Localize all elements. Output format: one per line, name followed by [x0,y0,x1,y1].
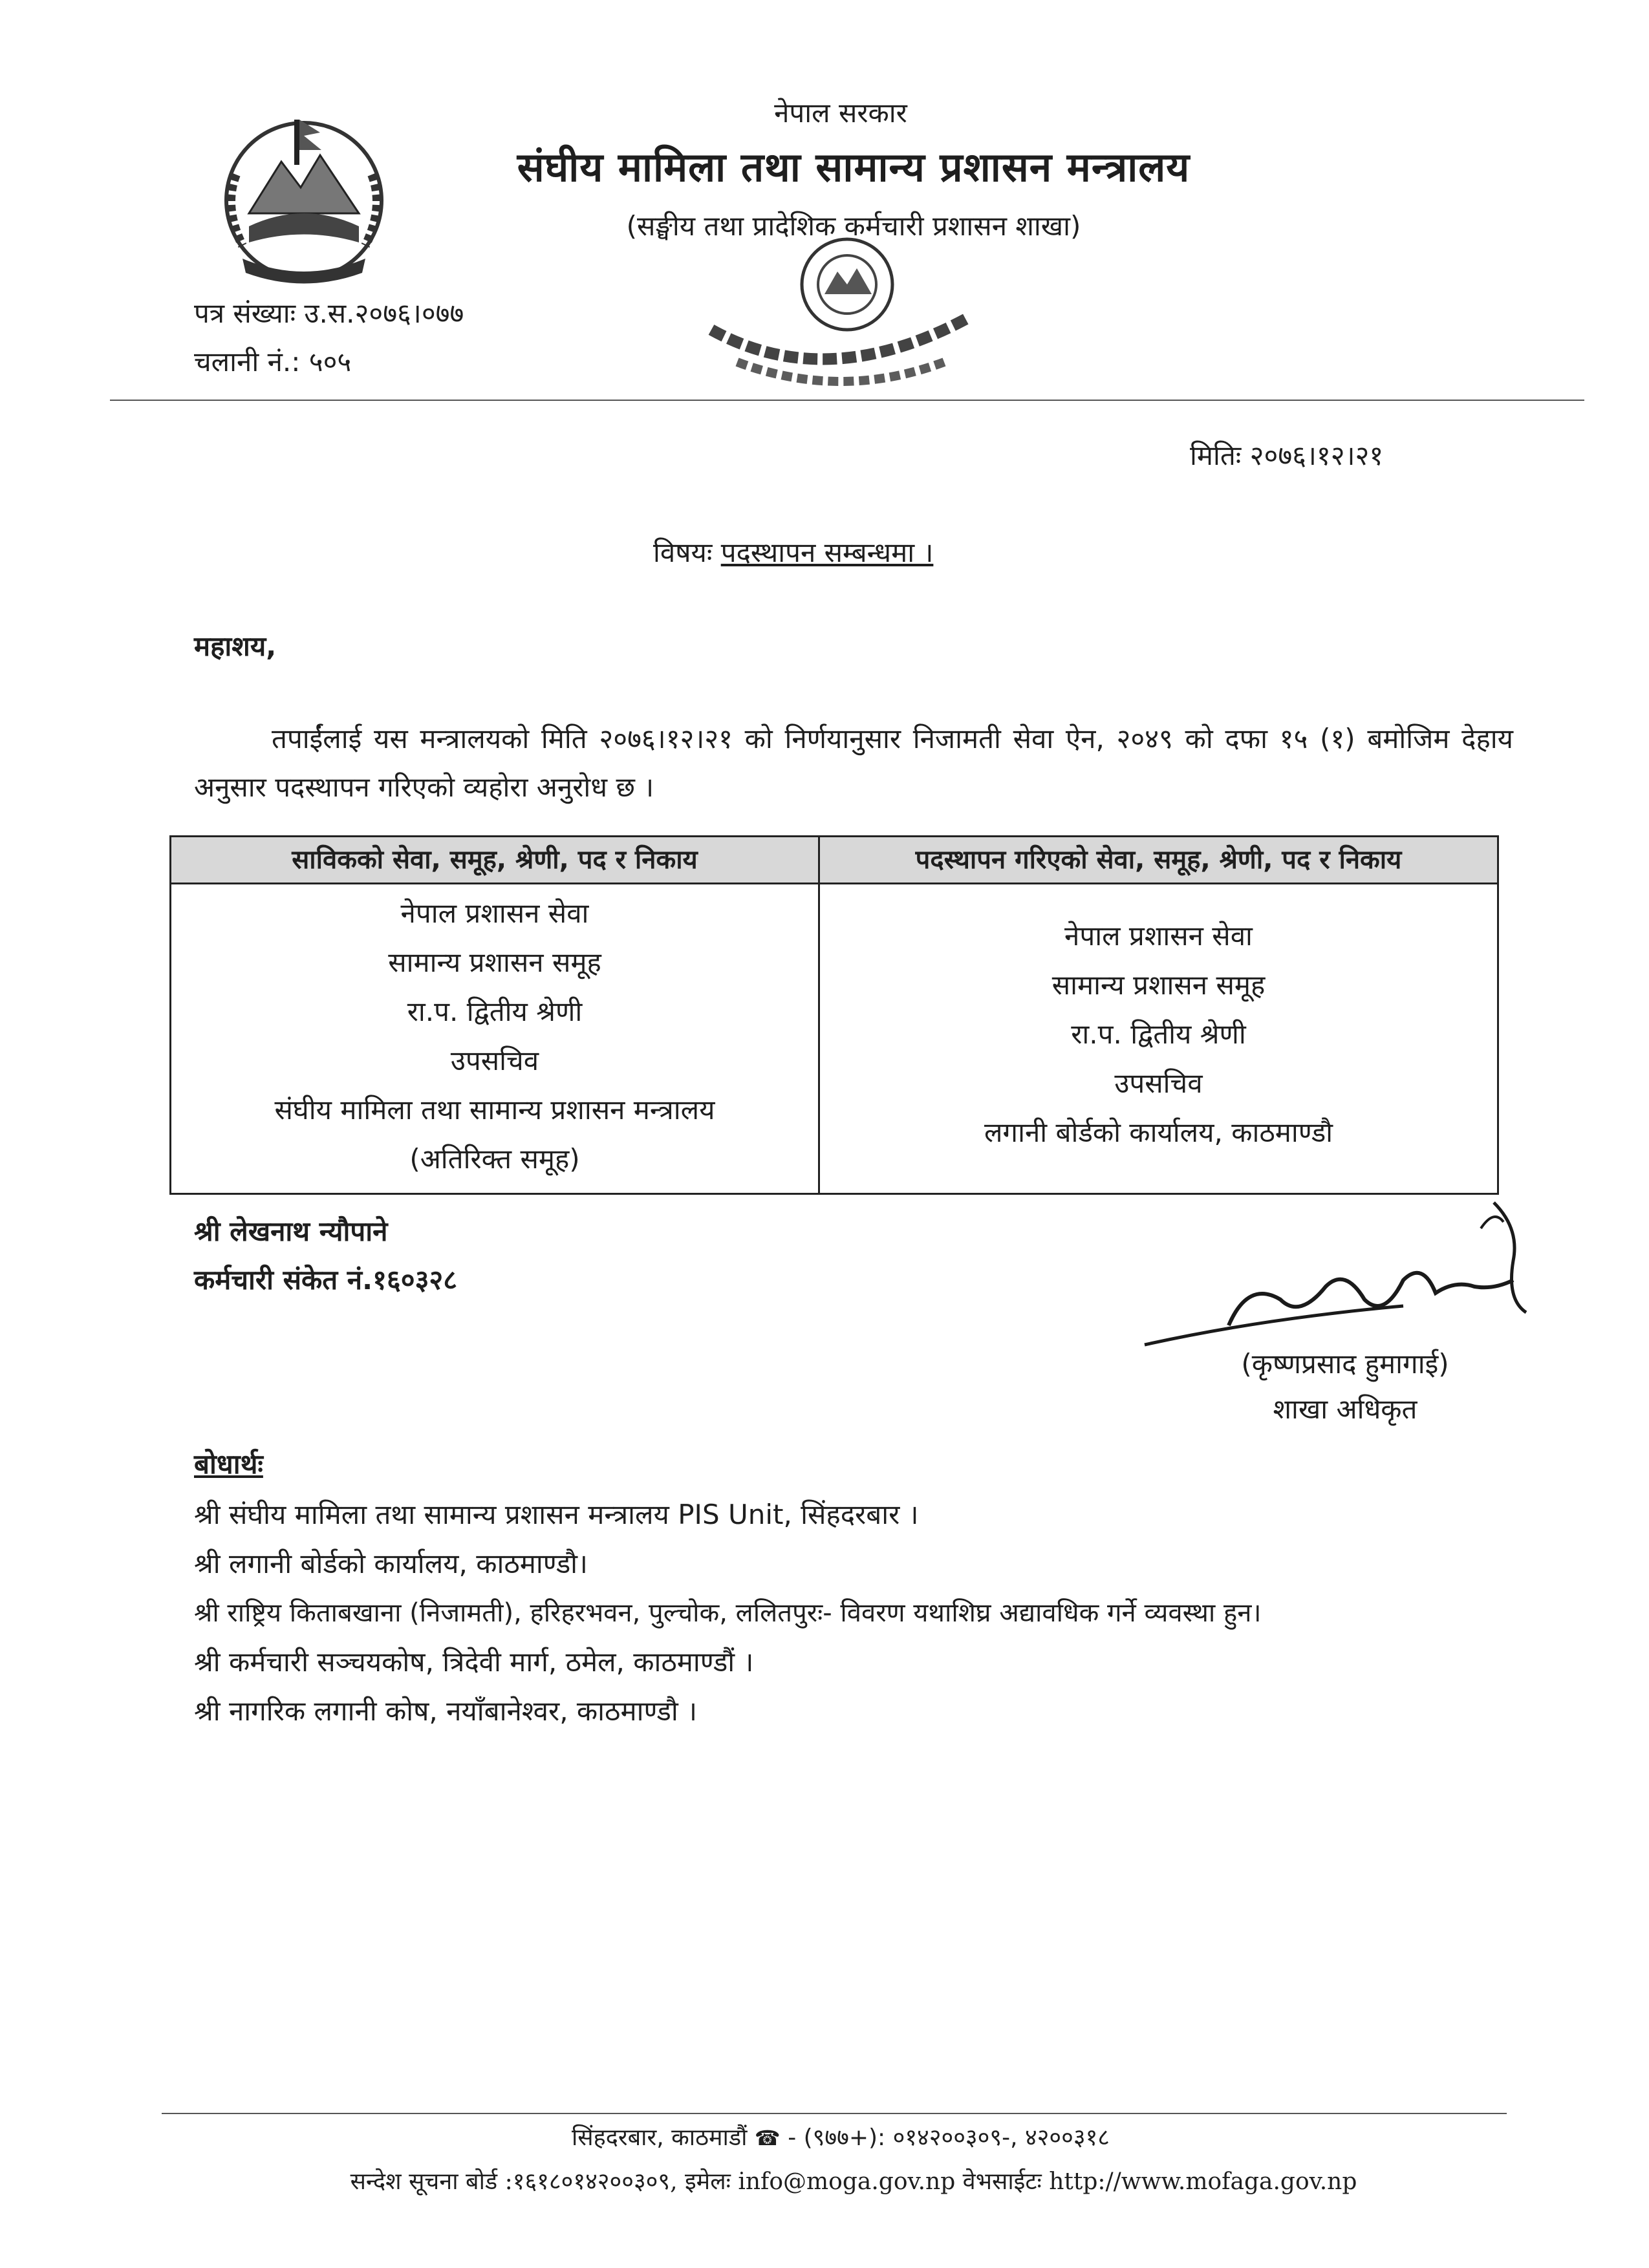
letter-date: मितिः २०७६।१२।२१ [1190,440,1384,471]
table-cell-line: लगानी बोर्डको कार्यालय, काठमाण्डौ [984,1117,1333,1148]
list-item: श्री राष्ट्रिय किताबखाना (निजामती), हरिहरभवन, पुल्चोक, ललितपुरः- विवरण यथाशिघ्र अद्यावधिक गर्ने व्यवस्था हुन। [194,1598,1262,1628]
new-posting-cell [820,912,1497,1157]
letter-body: तपाईंलाई यस मन्त्रालयको मिति २०७६।१२।२१ को निर्णयानुसार निजामती सेवा ऐन, २०४९ को दफा १५ (१) बमोजिम देहाय अनुसार पदस्थापन गरिएको व्यहोरा अनुरोध छ । [194,723,1513,803]
list-item: श्री संघीय मामिला तथा सामान्य प्रशासन मन्त्रालय PIS Unit, सिंहदरबार । [194,1499,919,1530]
table-cell-line: सामान्य प्रशासन समूह [388,947,601,978]
branch-subtitle: (सङ्घीय तथा प्रादेशिक कर्मचारी प्रशासन शाखा) [626,210,1081,242]
table-cell-line: नेपाल प्रशासन सेवा [1064,920,1253,952]
footer-contact: सन्देश सूचना बोर्ड :१६१८०१४२००३०९, इमेलः info@moga.gov.np वेभसाईटः http://www.mofaga.gov.np [350,2168,1357,2195]
dispatch-number: चलानी नं.: ५०५ [194,346,352,378]
footer-divider [162,2113,1507,2114]
cc-heading: बोधार्थः [194,1448,263,1480]
table-cell-line: उपसचिव [1114,1067,1203,1099]
table-cell-line: रा.प. द्वितीय श्रेणी [1071,1018,1246,1050]
government-heading: नेपाल सरकार [774,97,907,129]
list-item: श्री कर्मचारी सञ्चयकोष, त्रिदेवी मार्ग, ठमेल, काठमाण्डौं । [194,1646,754,1678]
previous-posting-cell [171,889,818,1184]
subject-label: विषयः [653,537,713,568]
list-item: श्री नागरिक लगानी कोष, नयाँबानेश्वर, काठमाण्डौ । [194,1695,698,1727]
signatory-name: (कृष्णप्रसाद हुमागाई) [1241,1348,1449,1380]
footer-location: सिंहदरबार, काठमाडौं [571,2124,748,2151]
signatory-title: शाखा अधिकृत [1273,1393,1417,1425]
cc-list [194,1490,1262,1736]
salutation: महाशय, [194,630,277,662]
ministry-title: संघीय मामिला तथा सामान्य प्रशासन मन्त्रालय [517,144,1191,191]
subject-line [653,533,933,570]
footer-phone: - (९७७+): ०१४२००३०९-, ४२००३१८ [788,2124,1110,2151]
table-cell-line: (अतिरिक्त समूह) [409,1143,580,1175]
recipient-name: श्री लेखनाथ न्यौपाने [194,1215,388,1247]
table-cell-line: रा.प. द्वितीय श्रेणी [407,996,583,1027]
nepal-emblem-logo [197,103,411,297]
phone-icon: ☎ [754,2126,781,2150]
list-item: श्री लगानी बोर्डको कार्यालय, काठमाण्डौ। [194,1548,588,1579]
letter-number: पत्र संख्याः उ.स.२०७६।०७७ [194,297,464,329]
table-header-new: पदस्थापन गरिएको सेवा, समूह, श्रेणी, पद र निकाय [820,837,1497,884]
table-cell-line: उपसचिव [450,1045,539,1076]
subject-text: पदस्थापन सम्बन्धमा । [720,537,934,568]
table-header-previous: साविकको सेवा, समूह, श्रेणी, पद र निकाय [171,837,818,884]
table-cell-line: सामान्य प्रशासन समूह [1051,969,1266,1001]
posting-table [169,835,1499,1195]
table-cell-line: संघीय मामिला तथा सामान्य प्रशासन मन्त्रालय [274,1094,715,1126]
header-divider [110,400,1584,401]
employee-code: कर्मचारी संकेत नं.१६०३२८ [194,1264,458,1296]
official-seal-stamp [698,233,983,388]
table-cell-line: नेपाल प्रशासन सेवा [400,897,589,929]
footer-address [388,2121,1293,2152]
